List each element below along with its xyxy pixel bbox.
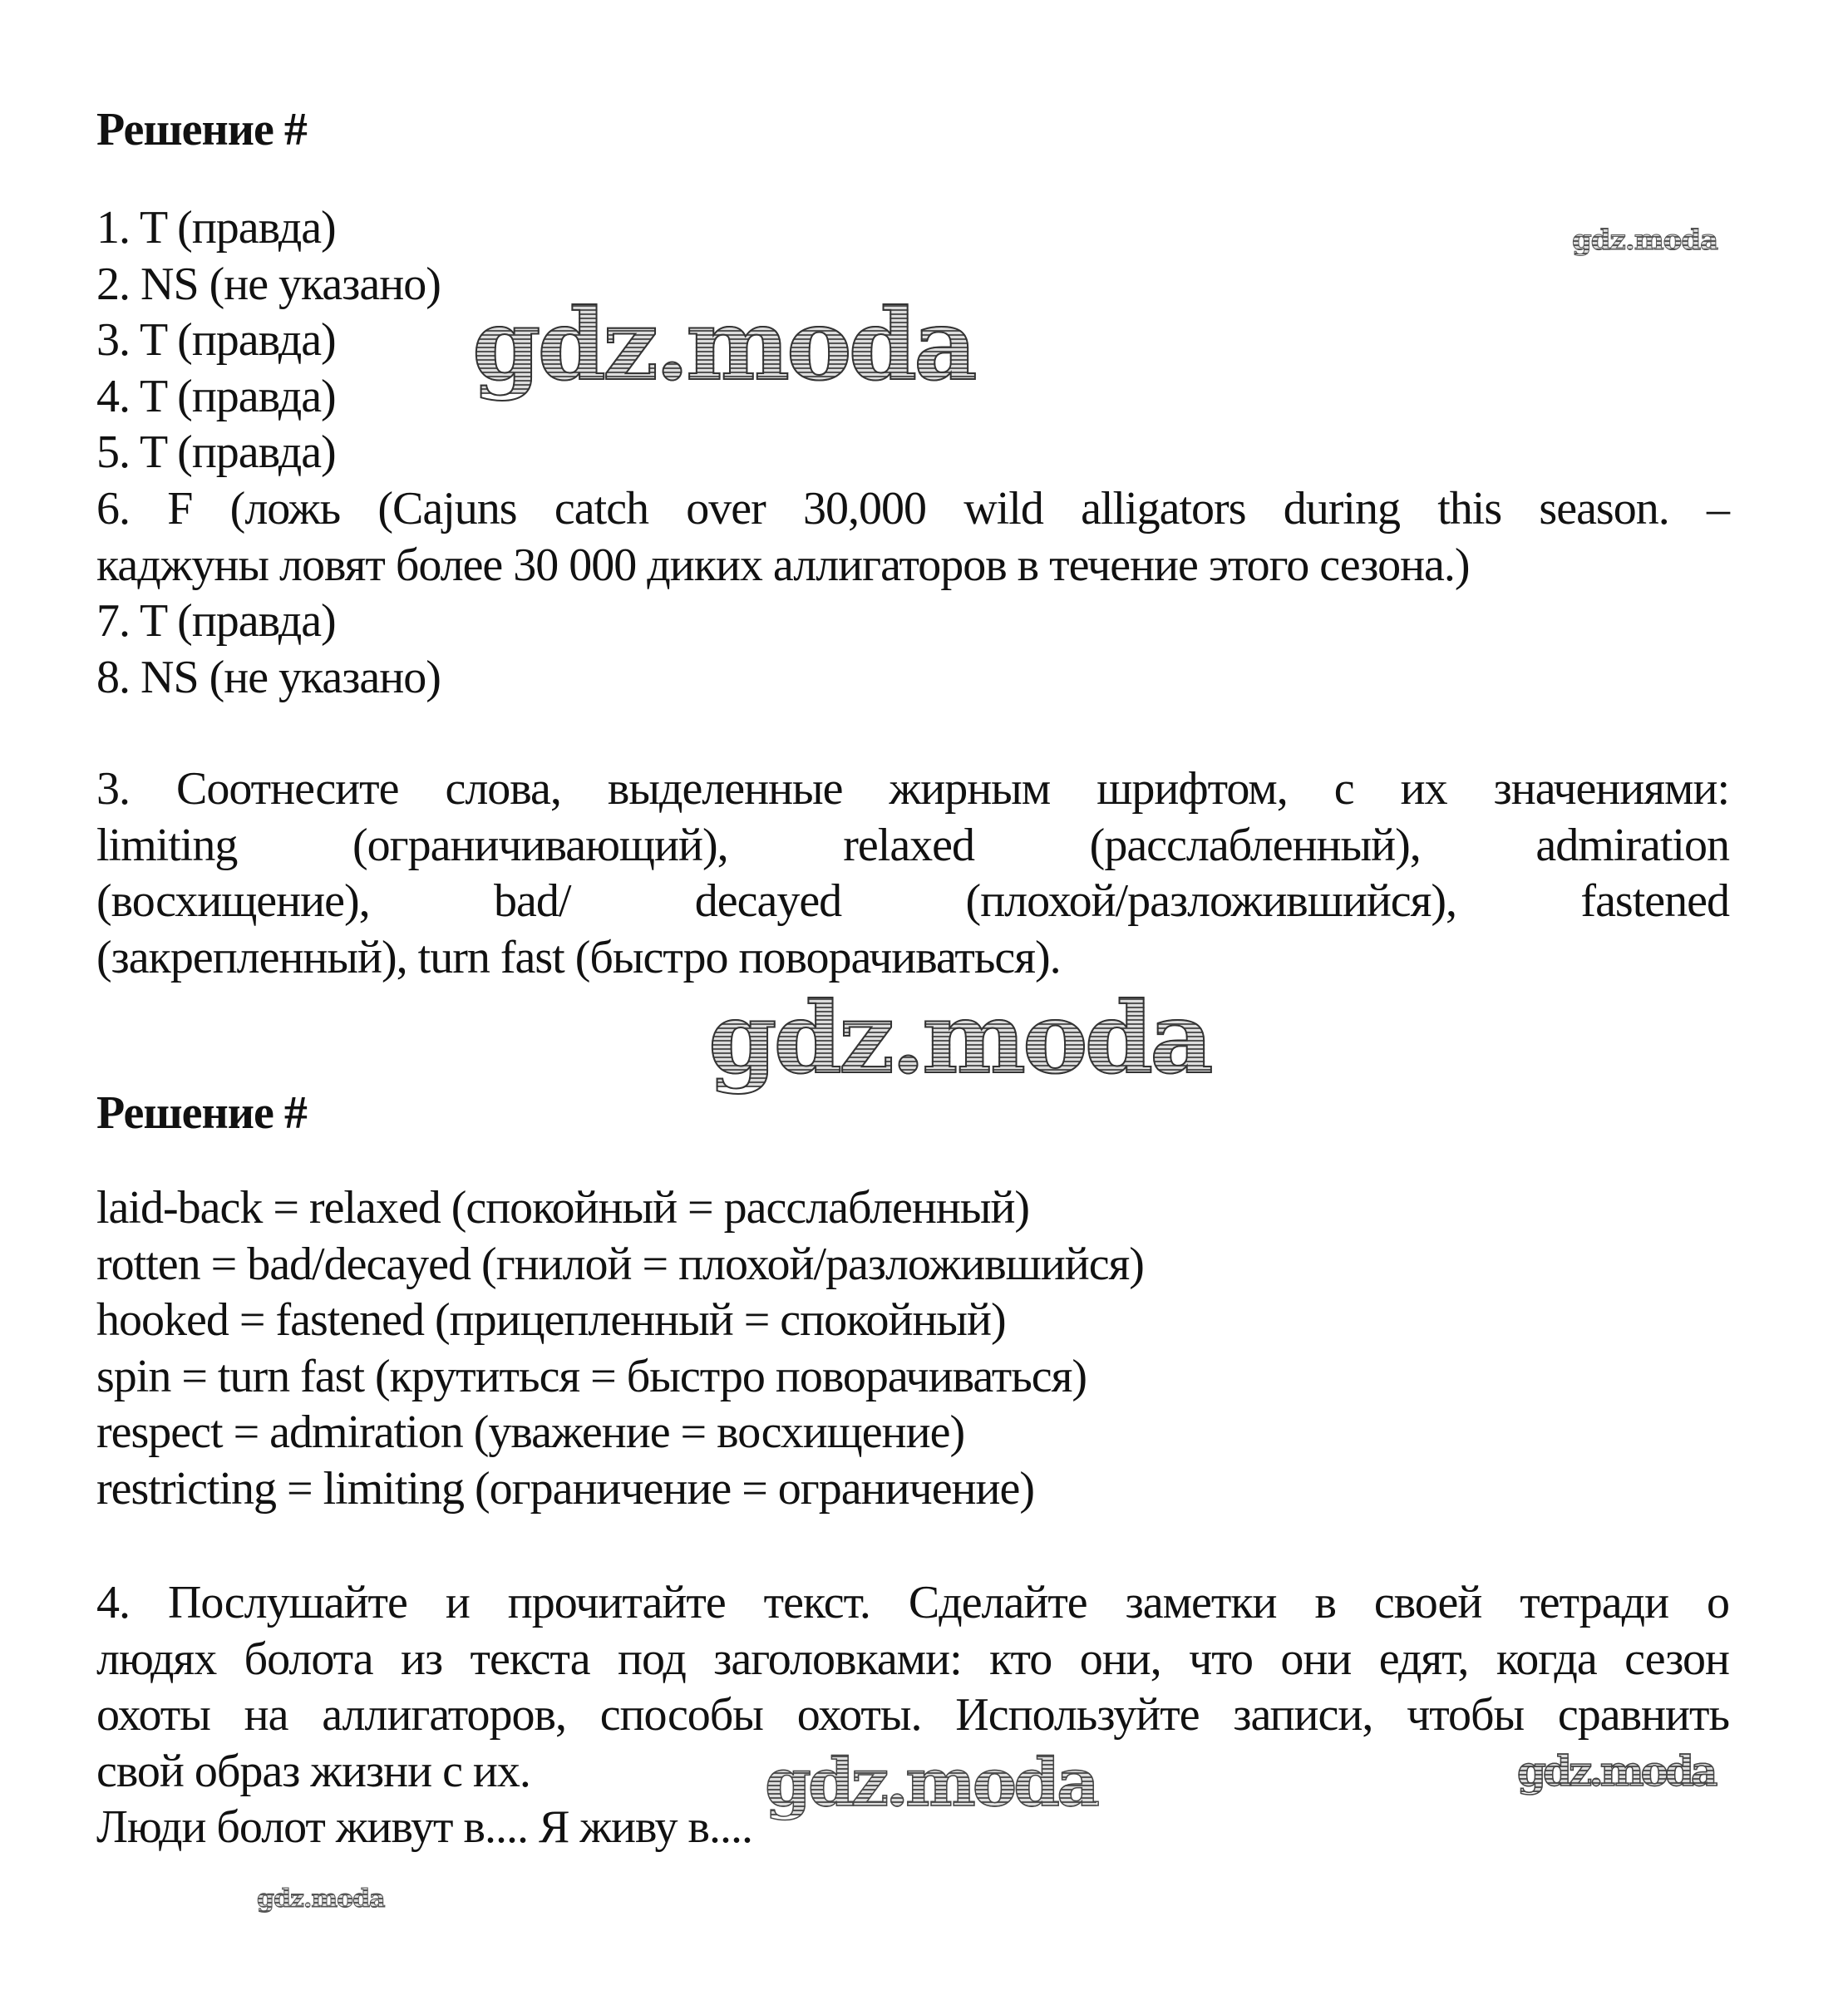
task-line: 4. Послушайте и прочитайте текст. Сделайте заметки в своей тетради о (96, 1577, 1729, 1628)
task-line: 3. Соотнесите слова, выделенные жирным шрифтом, с их значениями: (96, 763, 1729, 815)
answers-list-2 (96, 1180, 1729, 1518)
answer-item-continuation: каджуны ловят более 30 000 диких аллигаторов в течение этого сезона.) (96, 539, 1470, 591)
answer-item: 6. F (ложь (Cajuns catch over 30,000 wild alligators during this season. – (96, 482, 1729, 534)
answer-item: 7. T (правда) (96, 595, 336, 648)
watermark-logo: gdz.moda (708, 980, 1210, 1096)
task-line: людях болота из текста под заголовками: кто они, что они едят, когда сезон (96, 1633, 1729, 1685)
heading: Решение # (96, 1087, 307, 1139)
answer-item: 1. T (правда) (96, 202, 336, 254)
answer-item: 3. T (правда) (96, 314, 336, 367)
answer-item: 2. NS (не указано) (96, 258, 441, 310)
watermark-logo: gdz.moda (472, 287, 974, 402)
answer-item: rotten = bad/decayed (гнилой = плохой/разложившийся) (96, 1238, 1144, 1290)
watermark-logo: gdz.moda (257, 1884, 385, 1914)
solution-heading-1 (96, 102, 1729, 159)
task-line: свой образ жизни с их. (96, 1745, 530, 1797)
watermark-logo: gdz.moda (1572, 224, 1718, 257)
answer-item: laid-back = relaxed (спокойный = расслабленный) (96, 1182, 1030, 1234)
task-3-text (96, 761, 1729, 986)
answers-list-1 (96, 200, 1729, 706)
task-line: limiting (ограничивающий), relaxed (расслабленный), admiration (96, 819, 1729, 871)
answer-item: 8. NS (не указано) (96, 651, 441, 703)
watermark-logo: gdz.moda (765, 1743, 1096, 1821)
task-line: охоты на аллигаторов, способы охоты. Используйте записи, чтобы сравнить (96, 1689, 1729, 1741)
heading: Решение # (96, 104, 307, 155)
answer-item: hooked = fastened (прицепленный = спокойный) (96, 1294, 1006, 1347)
answer-item: spin = turn fast (крутиться = быстро поворачиваться) (96, 1350, 1087, 1402)
answer-item: restricting = limiting (ограничение = ограничение) (96, 1462, 1034, 1515)
watermark-logo: gdz.moda (1517, 1746, 1715, 1796)
task-line: (закрепленный), turn fast (быстро поворачиваться). (96, 931, 1061, 983)
answer-item: 5. T (правда) (96, 426, 336, 479)
answer-item: 4. T (правда) (96, 370, 336, 422)
task-line: Люди болот живут в.... Я живу в.... (96, 1801, 752, 1854)
answer-item: respect = admiration (уважение = восхищение) (96, 1406, 965, 1459)
task-line: (восхищение), bad/ decayed (плохой/разложившийся), fastened (96, 875, 1729, 928)
